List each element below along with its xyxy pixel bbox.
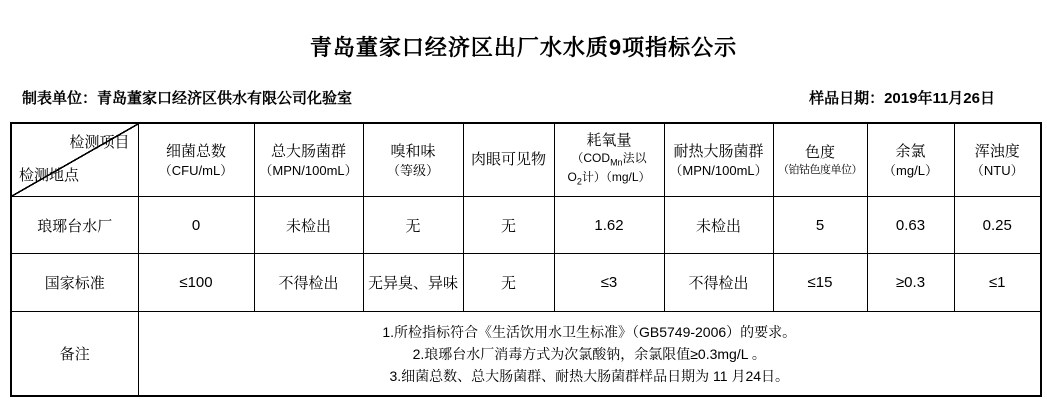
water-quality-table-wrap xyxy=(10,122,1042,397)
cell-value: ≥0.3 xyxy=(867,254,954,312)
col-header-coliform: 总大肠菌群 （MPN/100mL） xyxy=(254,123,363,197)
cell-value: 1.62 xyxy=(554,197,664,254)
remark-label: 备注 xyxy=(11,312,138,397)
cell-value: ≤15 xyxy=(773,254,867,312)
col-header-thermotolerant-coliform: 耐热大肠菌群 （MPN/100mL） xyxy=(664,123,773,197)
cell-value: ≤1 xyxy=(954,254,1041,312)
meta-row xyxy=(22,87,995,108)
cell-value: 无 xyxy=(463,254,554,312)
cell-value: 无 xyxy=(363,197,463,254)
row-label: 国家标准 xyxy=(11,254,138,312)
cell-value: 未检出 xyxy=(254,197,363,254)
cell-value: 0 xyxy=(138,197,254,254)
col-header-oxygen-consumption: 耗氧量 （$COD_{Mn}$法以 $O_2$计）（mg/L） xyxy=(554,123,664,197)
col-header-chromaticity: 色度 （铂钴色度单位） xyxy=(773,123,867,197)
header-row xyxy=(11,123,1041,197)
corner-header-cell xyxy=(11,123,138,197)
remark-note-2: 2.琅琊台水厂消毒方式为次氯酸钠，余氯限值≥0.3mg/L 。 xyxy=(412,345,766,362)
remark-note-1: 1.所检指标符合《生活饮用水卫生标准》（GB5749-2006）的要求。 xyxy=(382,323,797,340)
cell-value: 无异臭、异味 xyxy=(363,254,463,312)
cell-value: 未检出 xyxy=(664,197,773,254)
page-title: 青岛董家口经济区出厂水水质9项指标公示 xyxy=(309,35,738,60)
col-header-turbidity: 浑浊度 （NTU） xyxy=(954,123,1041,197)
col-header-residual-chlorine: 余氯 （mg/L） xyxy=(867,123,954,197)
cell-value: 0.25 xyxy=(954,197,1041,254)
table-row-langyatai xyxy=(11,197,1041,254)
water-quality-table xyxy=(10,122,1042,397)
table-row-national-standard xyxy=(11,254,1041,312)
cell-value: 不得检出 xyxy=(254,254,363,312)
producer-label: 制表单位：青岛董家口经济区供水有限公司化验室 xyxy=(22,90,353,107)
remark-notes-cell xyxy=(138,312,1041,397)
col-header-bacteria: 细菌总数 （CFU/mL） xyxy=(138,123,254,197)
corner-site-label: 检测地点 xyxy=(19,167,80,184)
cell-value: 0.63 xyxy=(867,197,954,254)
cell-value: ≤100 xyxy=(138,254,254,312)
remark-note-3: 3.细菌总数、总大肠菌群、耐热大肠菌群样品日期为 11 月24日。 xyxy=(389,367,790,384)
cell-value: 不得检出 xyxy=(664,254,773,312)
row-label: 琅琊台水厂 xyxy=(11,197,138,254)
cell-value: 5 xyxy=(773,197,867,254)
remark-row xyxy=(11,312,1041,397)
col-header-odor: 嗅和味 （等级） xyxy=(363,123,463,197)
corner-items-label: 检测项目 xyxy=(69,134,130,151)
sample-date-label: 样品日期：2019年11月26日 xyxy=(809,90,995,107)
col-header-visible-matter: 肉眼可见物 xyxy=(463,123,554,197)
cell-value: 无 xyxy=(463,197,554,254)
cell-value: ≤3 xyxy=(554,254,664,312)
